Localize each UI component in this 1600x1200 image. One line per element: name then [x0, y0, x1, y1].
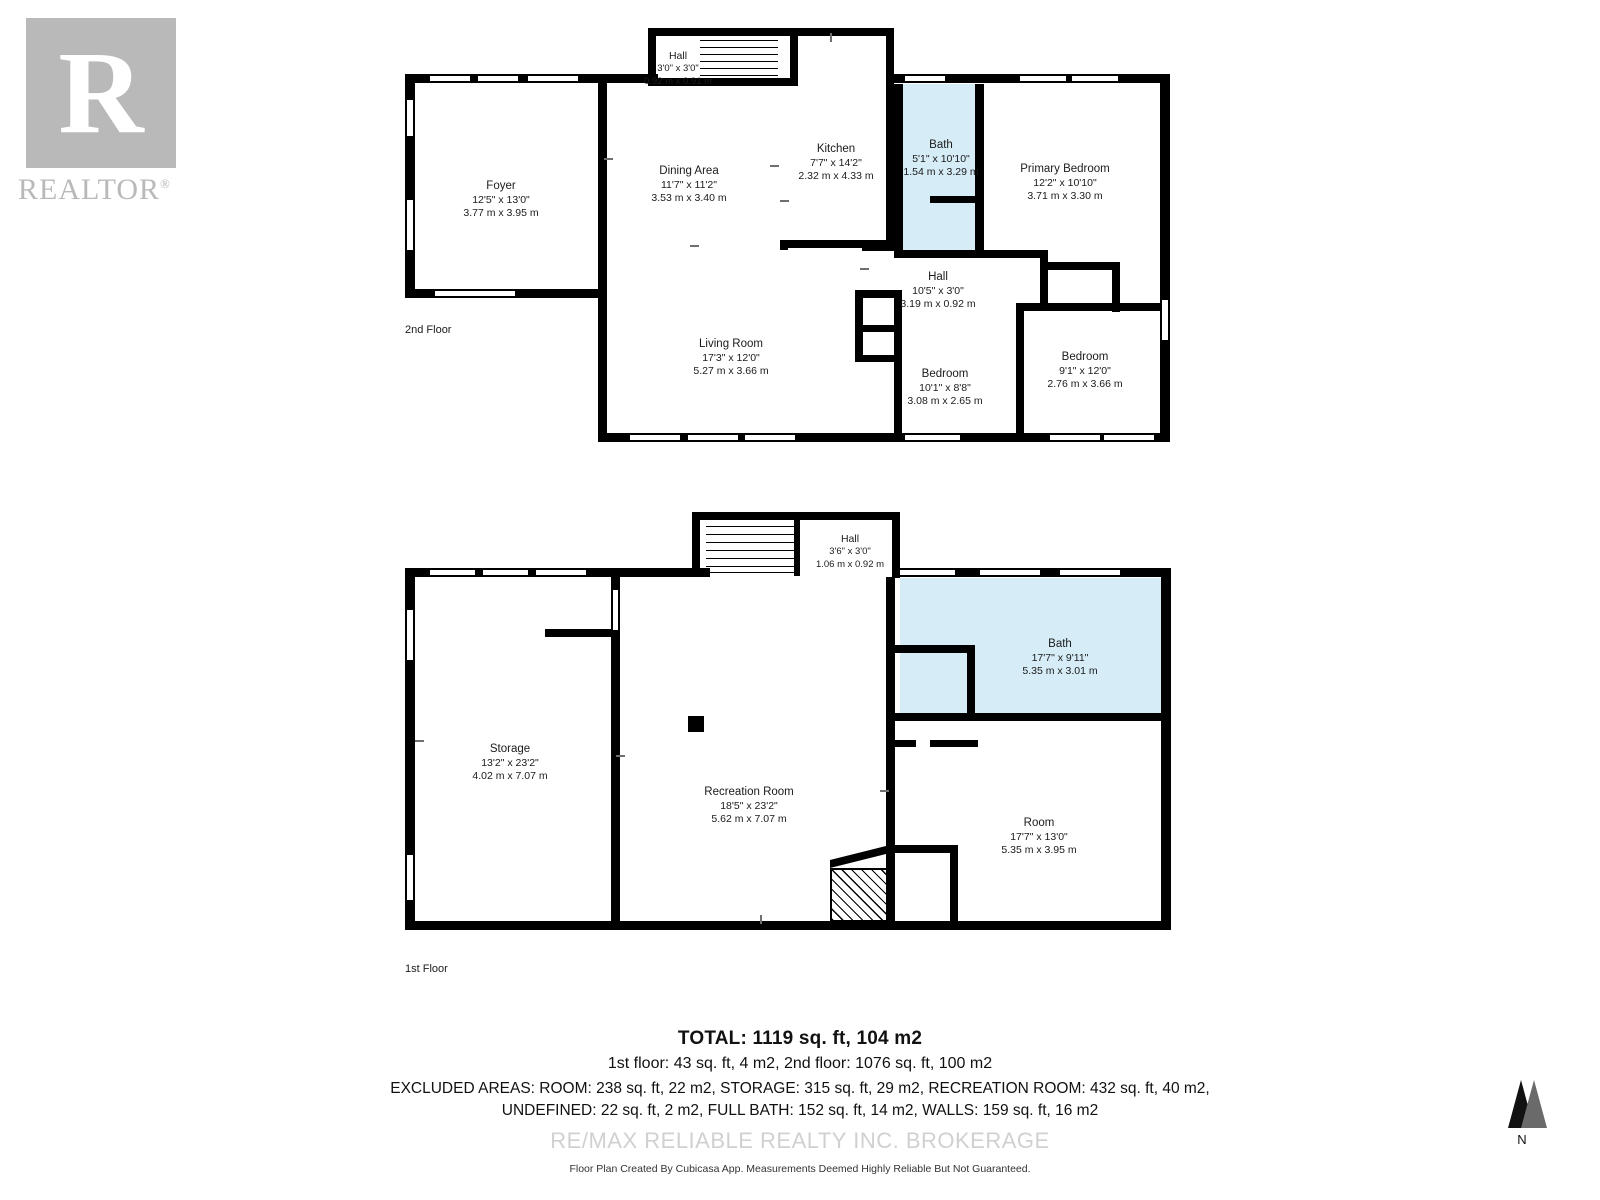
window-1st-top-2: [483, 568, 528, 577]
realtor-logo-word: REALTOR: [18, 173, 161, 206]
floor-caption-2nd: 2nd Floor: [405, 324, 452, 336]
compass-north-label: N: [1517, 1132, 1527, 1147]
wall-bath-left: [894, 84, 903, 250]
window-1st-top-3: [536, 568, 586, 577]
wall-hall-mid-right: [1040, 250, 1048, 310]
wall-right-side: [1160, 74, 1170, 442]
wall-1st-right: [1161, 568, 1171, 930]
window-right-side: [1160, 300, 1170, 340]
area-summary: [0, 1028, 1600, 1123]
window-1st-inner: [611, 590, 620, 630]
window-bedroom-bottom-3: [1104, 433, 1154, 442]
wall-bath-partition: [930, 196, 978, 203]
wall-closet-bottom-2: [855, 355, 899, 362]
wall-1st-hall-right: [892, 512, 900, 578]
excluded-areas-line-1: EXCLUDED AREAS: ROOM: 238 sq. ft, 22 m2, STORAGE: 315 sq. ft, 29 m2, RECREATION ROOM: 432 sq. ft, 40 m2,: [390, 1080, 1210, 1097]
wall-kitchen-right: [886, 83, 894, 251]
total-area-line: TOTAL: 1119 sq. ft, 104 m2: [677, 1028, 923, 1049]
wall-bedroom-right-left: [1016, 303, 1024, 435]
room-label-kitchen: Kitchen 7'7" x 14'2" 2.32 m x 4.33 m: [798, 143, 874, 183]
room-label-recreation-room: Recreation Room 18'5" x 23'2" 5.62 m x 7.07 m: [704, 786, 794, 826]
window-bedroom-bottom-2: [1050, 433, 1100, 442]
wall-bath-1st-inner-v: [967, 645, 975, 721]
room-label-hall-top: Hall 3'0" x 3'0" 0.92 m x 0.91 m: [643, 50, 713, 87]
wall-bedroom-mid-left: [894, 303, 902, 435]
door-tick-foyer: [604, 158, 613, 160]
window-foyer-top-2: [478, 74, 518, 83]
wall-1st-hall-left: [692, 512, 700, 576]
wall-hall-mid-top: [894, 250, 1040, 258]
wall-bath-1st-bottom-left: [895, 645, 975, 653]
door-tick-rec: [880, 790, 889, 792]
room-label-bath-1st: Bath 17'7" x 9'11" 5.35 m x 3.01 m: [1022, 638, 1098, 678]
room-label-dining-area: Dining Area 11'7" x 11'2" 3.53 m x 3.40 m: [651, 165, 727, 205]
door-tick-rec-bottom: [760, 915, 762, 924]
wall-storage-partition: [545, 629, 615, 637]
wall-bath-1st-bottom: [895, 713, 1170, 721]
wall-room-top: [886, 845, 956, 853]
window-living-bottom-2: [688, 433, 738, 442]
wall-room-left: [950, 845, 958, 923]
room-label-living-room: Living Room 17'3" x 12'0" 5.27 m x 3.66 m: [693, 338, 769, 378]
window-foyer-top-3: [528, 74, 578, 83]
realtor-logo-wordmark: [18, 173, 208, 207]
door-tick-dining: [690, 245, 699, 247]
compass-rose: [1500, 1080, 1560, 1170]
excluded-areas-line-2: UNDEFINED: 22 sq. ft, 2 m2, FULL BATH: 152 sq. ft, 14 m2, WALLS: 159 sq. ft, 16 m2: [501, 1102, 1099, 1120]
door-tick-hall-top: [830, 33, 832, 42]
room-label-hall-1st: Hall 3'6" x 3'0" 1.06 m x 0.92 m: [815, 533, 885, 570]
room-label-storage: Storage 13'2" x 23'2" 4.02 m x 7.07 m: [472, 743, 548, 783]
window-living-bottom-1: [630, 433, 680, 442]
window-1st-left-2: [405, 855, 415, 900]
window-foyer-left-1: [405, 100, 415, 136]
room-label-room: Room 17'7" x 13'0" 5.35 m x 3.95 m: [1001, 817, 1077, 857]
wall-primary-bottom: [1040, 262, 1120, 270]
realtor-logo: [18, 18, 208, 208]
window-bath-top: [905, 74, 945, 83]
wall-closet-top: [855, 290, 899, 298]
room-label-bedroom-1: Bedroom 10'1" x 8'8" 3.08 m x 2.65 m: [907, 368, 983, 408]
window-1st-top-6: [1060, 568, 1120, 577]
window-1st-left-1: [405, 610, 415, 660]
wall-hall-right-inner: [790, 28, 798, 86]
window-foyer-top-1: [430, 74, 470, 83]
wall-stairs-1st-side: [794, 518, 800, 576]
dining-living-fill: [600, 74, 890, 442]
realtor-logo-mark: [26, 18, 176, 168]
wall-closet-bottom: [855, 325, 899, 332]
wall-kitchen-bottom-stub: [780, 240, 788, 250]
registered-mark: ®: [160, 176, 171, 191]
room-label-hall-mid: Hall 10'5" x 3'0" 3.19 m x 0.92 m: [900, 271, 976, 311]
floor-breakdown-line: 1st floor: 43 sq. ft, 4 m2, 2nd floor: 1076 sq. ft, 100 m2: [607, 1055, 993, 1072]
wall-kitchen-bottom-2: [862, 243, 886, 251]
door-tick-kitchen-left2: [780, 200, 789, 202]
wall-1st-bottom: [405, 921, 1170, 930]
door-tick-storage: [616, 755, 625, 757]
wall-room-divider: [886, 740, 916, 747]
structural-post: [688, 716, 704, 732]
door-tick-storage-left: [415, 740, 424, 742]
room-label-primary-bedroom: Primary Bedroom 12'2" x 10'10" 3.71 m x 3.30 m: [1020, 163, 1110, 203]
stairs-1st: [706, 518, 794, 572]
window-1st-top-5: [980, 568, 1040, 577]
room-label-bath-2nd: Bath 5'1" x 10'10" 1.54 m x 3.29 m: [903, 139, 979, 179]
floorplan-credit: Floor Plan Created By Cubicasa App. Measurements Deemed Highly Reliable But Not Guaranteed.: [569, 1163, 1031, 1175]
door-tick-kitchen-left: [770, 165, 779, 167]
door-tick-hall: [860, 268, 869, 270]
window-primary-top-1: [1020, 74, 1066, 83]
window-primary-top-2: [1072, 74, 1118, 83]
compass-needle-light: [1521, 1080, 1547, 1128]
window-foyer-left-2: [405, 200, 415, 250]
window-bedroom-bottom-1: [905, 433, 960, 442]
window-1st-top-1: [430, 568, 475, 577]
window-living-bottom-3: [745, 433, 795, 442]
wall-bath-1st-partition: [930, 740, 978, 747]
room-label-foyer: Foyer 12'5" x 13'0" 3.77 m x 3.95 m: [463, 180, 539, 220]
wall-dining-left: [598, 74, 607, 442]
room-label-bedroom-2: Bedroom 9'1" x 12'0" 2.76 m x 3.66 m: [1047, 351, 1123, 391]
realtor-logo-letter: R: [58, 27, 144, 158]
window-foyer-bottom: [435, 289, 515, 298]
window-1st-top-4: [900, 568, 955, 577]
floor-caption-1st: 1st Floor: [405, 963, 448, 975]
hatched-stairs-area: [830, 868, 894, 922]
wall-bedroom-right-top: [1016, 303, 1162, 311]
brokerage-watermark: RE/MAX RELIABLE REALTY INC. BROKERAGE: [550, 1128, 1050, 1153]
